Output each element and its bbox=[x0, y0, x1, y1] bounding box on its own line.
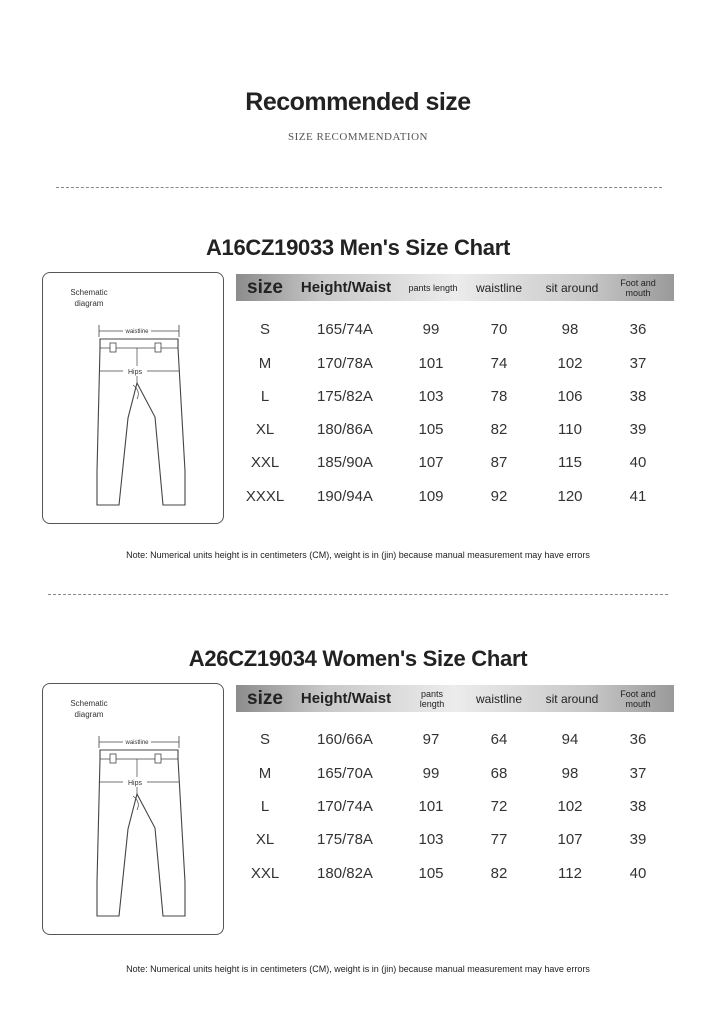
pants-length-cell: 107 bbox=[418, 454, 444, 471]
men-schematic-diagram bbox=[42, 272, 224, 524]
pants-length-cell: 105 bbox=[418, 865, 444, 882]
waistline-cell: 64 bbox=[490, 731, 508, 748]
size-cell: M bbox=[258, 355, 272, 372]
size-cell: M bbox=[258, 765, 272, 782]
foot-mouth-cell: 38 bbox=[629, 798, 647, 815]
pants-length-cell: 103 bbox=[418, 831, 444, 848]
col-size: size bbox=[247, 276, 283, 298]
size-cell: L bbox=[260, 388, 270, 405]
height-waist-cell: 175/78A bbox=[317, 831, 373, 848]
women-schematic-diagram bbox=[42, 683, 224, 935]
sit-around-cell: 94 bbox=[561, 731, 579, 748]
waistline-cell: 74 bbox=[490, 355, 508, 372]
foot-mouth-cell: 41 bbox=[629, 488, 647, 505]
page-title: Recommended size bbox=[245, 88, 471, 116]
schematic-label: Schematic diagram bbox=[70, 699, 108, 719]
size-cell: XXXL bbox=[245, 488, 285, 505]
col-sit-around: sit around bbox=[545, 280, 599, 295]
pants-illustration bbox=[43, 273, 223, 523]
height-waist-cell: 180/86A bbox=[317, 421, 373, 438]
col-foot-mouth: Foot and mouth bbox=[620, 688, 656, 709]
pants-length-cell: 101 bbox=[418, 355, 444, 372]
col-pants-length: pants length bbox=[408, 282, 458, 293]
waistline-cell: 77 bbox=[490, 831, 508, 848]
pants-length-cell: 99 bbox=[422, 321, 440, 338]
col-pants-length: pants length bbox=[419, 688, 445, 709]
hips-label: Hips bbox=[127, 780, 143, 787]
height-waist-cell: 160/66A bbox=[317, 731, 373, 748]
women-chart-title: A26CZ19034 Women's Size Chart bbox=[188, 646, 528, 671]
size-cell: XL bbox=[255, 421, 275, 438]
foot-mouth-cell: 36 bbox=[629, 321, 647, 338]
waistline-label: waistline bbox=[125, 740, 149, 746]
page-subtitle: SIZE RECOMMENDATION bbox=[288, 131, 428, 143]
waistline-cell: 82 bbox=[490, 421, 508, 438]
size-cell: XXL bbox=[250, 865, 280, 882]
size-cell: L bbox=[260, 798, 270, 815]
sit-around-cell: 112 bbox=[558, 865, 582, 882]
height-waist-cell: 165/74A bbox=[317, 321, 373, 338]
pants-length-cell: 99 bbox=[422, 765, 440, 782]
foot-mouth-cell: 39 bbox=[629, 421, 647, 438]
men-note: Note: Numerical units height is in centimeters (CM), weight is in (jin) because manual measurement may have errors bbox=[126, 550, 590, 560]
pants-length-cell: 103 bbox=[418, 388, 444, 405]
pants-illustration bbox=[43, 684, 223, 934]
height-waist-cell: 170/78A bbox=[317, 355, 373, 372]
waistline-cell: 72 bbox=[490, 798, 508, 815]
height-waist-cell: 170/74A bbox=[317, 798, 373, 815]
col-size: size bbox=[247, 687, 283, 709]
pants-length-cell: 101 bbox=[418, 798, 444, 815]
height-waist-cell: 175/82A bbox=[317, 388, 373, 405]
col-waistline: waistline bbox=[475, 691, 523, 706]
waistline-cell: 70 bbox=[490, 321, 508, 338]
sit-around-cell: 98 bbox=[561, 321, 579, 338]
pants-length-cell: 97 bbox=[422, 731, 440, 748]
sit-around-cell: 106 bbox=[557, 388, 583, 405]
schematic-label: Schematic diagram bbox=[70, 288, 108, 308]
waistline-cell: 87 bbox=[490, 454, 508, 471]
sit-around-cell: 115 bbox=[558, 454, 582, 471]
foot-mouth-cell: 37 bbox=[629, 355, 647, 372]
col-waistline: waistline bbox=[475, 280, 523, 295]
waistline-cell: 78 bbox=[490, 388, 508, 405]
sit-around-cell: 98 bbox=[561, 765, 579, 782]
col-sit-around: sit around bbox=[545, 691, 599, 706]
waistline-label: waistline bbox=[125, 329, 149, 335]
divider bbox=[48, 594, 668, 595]
height-waist-cell: 185/90A bbox=[317, 454, 373, 471]
height-waist-cell: 190/94A bbox=[317, 488, 373, 505]
pants-length-cell: 105 bbox=[418, 421, 444, 438]
waistline-cell: 82 bbox=[490, 865, 508, 882]
foot-mouth-cell: 40 bbox=[629, 454, 647, 471]
foot-mouth-cell: 39 bbox=[629, 831, 647, 848]
foot-mouth-cell: 36 bbox=[629, 731, 647, 748]
hips-label: Hips bbox=[127, 369, 143, 376]
men-chart-title: A16CZ19033 Men's Size Chart bbox=[205, 235, 511, 260]
sit-around-cell: 120 bbox=[557, 488, 583, 505]
col-height-waist: Height/Waist bbox=[300, 279, 392, 296]
foot-mouth-cell: 37 bbox=[629, 765, 647, 782]
sit-around-cell: 102 bbox=[557, 798, 583, 815]
sit-around-cell: 102 bbox=[557, 355, 583, 372]
divider bbox=[56, 187, 662, 188]
waistline-cell: 92 bbox=[490, 488, 508, 505]
women-table-header bbox=[236, 685, 674, 712]
size-cell: S bbox=[259, 321, 271, 338]
women-note: Note: Numerical units height is in centimeters (CM), weight is in (jin) because manual measurement may have errors bbox=[126, 964, 590, 974]
waistline-cell: 68 bbox=[490, 765, 508, 782]
sit-around-cell: 107 bbox=[557, 831, 583, 848]
foot-mouth-cell: 38 bbox=[629, 388, 647, 405]
col-foot-mouth: Foot and mouth bbox=[620, 277, 656, 298]
men-table-header bbox=[236, 274, 674, 301]
size-cell: XXL bbox=[250, 454, 280, 471]
pants-length-cell: 109 bbox=[418, 488, 444, 505]
height-waist-cell: 180/82A bbox=[317, 865, 373, 882]
sit-around-cell: 110 bbox=[558, 421, 582, 438]
size-cell: S bbox=[259, 731, 271, 748]
col-height-waist: Height/Waist bbox=[300, 690, 392, 707]
size-cell: XL bbox=[255, 831, 275, 848]
foot-mouth-cell: 40 bbox=[629, 865, 647, 882]
height-waist-cell: 165/70A bbox=[317, 765, 373, 782]
